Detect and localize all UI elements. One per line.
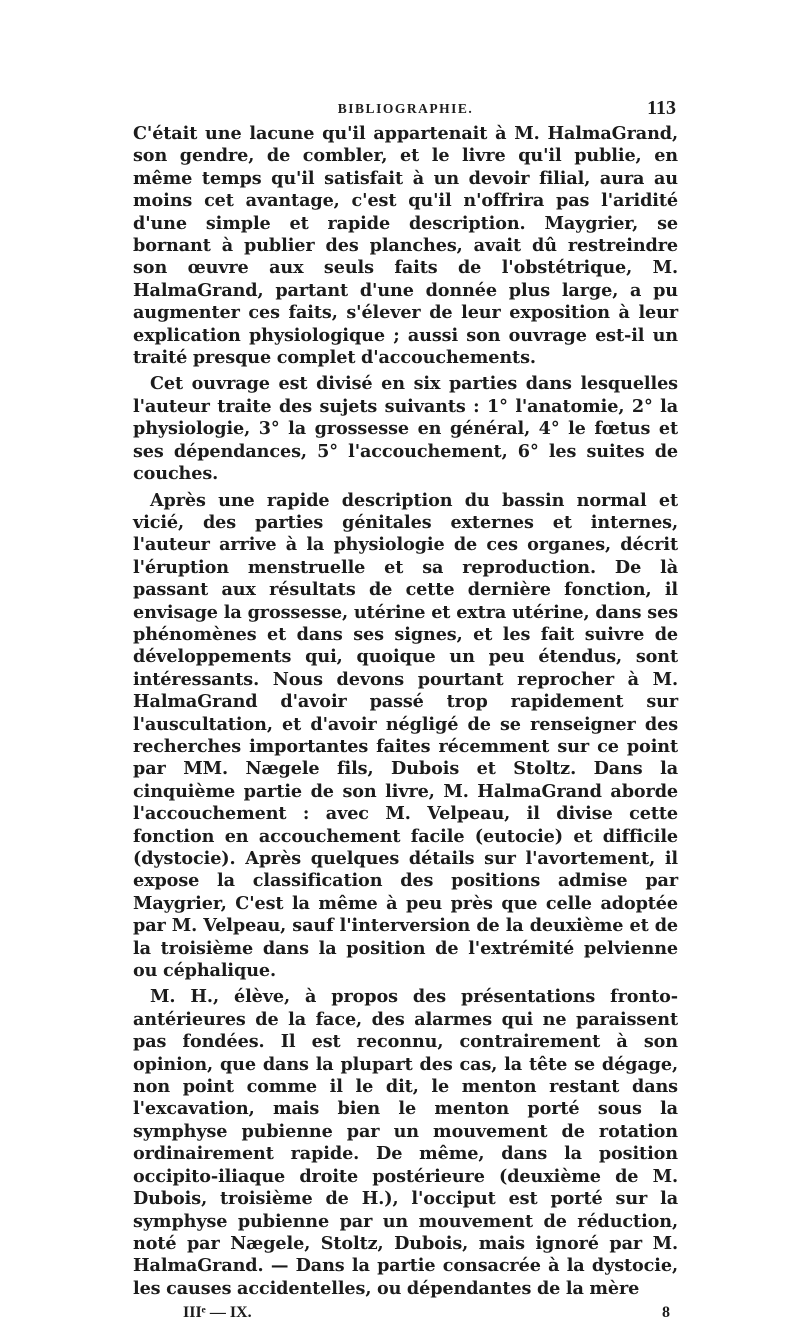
running-title: BIBLIOGRAPHIE.: [337, 101, 474, 116]
paragraph: C'était une lacune qu'il appartenait à M. HalmaGrand, son gendre, de combler, et le livre qu'il publie, en même temps qu'il satisfait à un devoir filial, aura au moins cet avantage, c'est qu'il n'offrira pas l'aridité d'une simple et rapide description. Maygrier, se bornant à publier des planches, avait dû restreindre son œuvre aux seuls faits de l'obstétrique, M. HalmaGrand, partant d'une donnée plus large, a pu augmenter ces faits, s'élever de leur exposition à leur explication physiologique ; aussi son ouvrage est-il un traité presque complet d'accouchements.: [133, 123, 678, 369]
body-text: [133, 123, 678, 1300]
printer-signature: IIIᵉ — IX.: [183, 1304, 252, 1322]
paragraph: Cet ouvrage est divisé en six parties dans lesquelles l'auteur traite des sujets suivants : 1° l'anatomie, 2° la physiologie, 3° la grossesse en général, 4° le fœtus et ses dépendances, 5° l'accouchement, 6° les suites de couches.: [133, 373, 678, 485]
page-number: 113: [647, 97, 676, 119]
running-head: [133, 93, 678, 123]
paragraph: Après une rapide description du bassin normal et vicié, des parties génitales externes et internes, l'auteur arrive à la physiologie de ces organes, décrit l'éruption menstruelle et sa reproduction. De là passant aux résultats de cette dernière fonction, il envisage la grossesse, utérine et extra utérine, dans ses phénomènes et dans ses signes, et les fait suivre de développements qui, quoique un peu étendus, sont intéressants. Nous devons pourtant reprocher à M. HalmaGrand d'avoir passé trop rapidement sur l'auscultation, et d'avoir négligé de se renseigner des recherches importantes faites récemment sur ce point par MM. Nægele fils, Dubois et Stoltz. Dans la cinquième partie de son livre, M. HalmaGrand aborde l'accouchement : avec M. Velpeau, il divise cette fonction en accouchement facile (eutocie) et difficile (dystocie). Après quelques détails sur l'avortement, il expose la classification des positions admise par Maygrier, C'est la même à peu près que celle adoptée par M. Velpeau, sauf l'interversion de la deuxième et de la troisième dans la position de l'extrémité pelvienne ou céphalique.: [133, 489, 678, 982]
paragraph: M. H., élève, à propos des présentations fronto-antérieures de la face, des alarmes qui ne paraissent pas fondées. Il est reconnu, contrairement à son opinion, que dans la plupart des cas, la tête se dégage, non point comme il le dit, le menton restant dans l'excavation, mais bien le menton porté sous la symphyse pubienne par un mouvement de rotation ordinairement rapide. De même, dans la position occipito-iliaque droite postérieure (deuxième de M. Dubois, troisième de H.), l'occiput est porté sur la symphyse pubienne par un mouvement de réduction, noté par Nægele, Stoltz, Dubois, mais ignoré par M. HalmaGrand. — Dans la partie consacrée à la dystocie, les causes accidentelles, ou dépendantes de la mère: [133, 986, 678, 1299]
signature-number: 8: [662, 1304, 670, 1322]
page-footer: [133, 1304, 678, 1326]
book-page: [133, 93, 678, 1326]
